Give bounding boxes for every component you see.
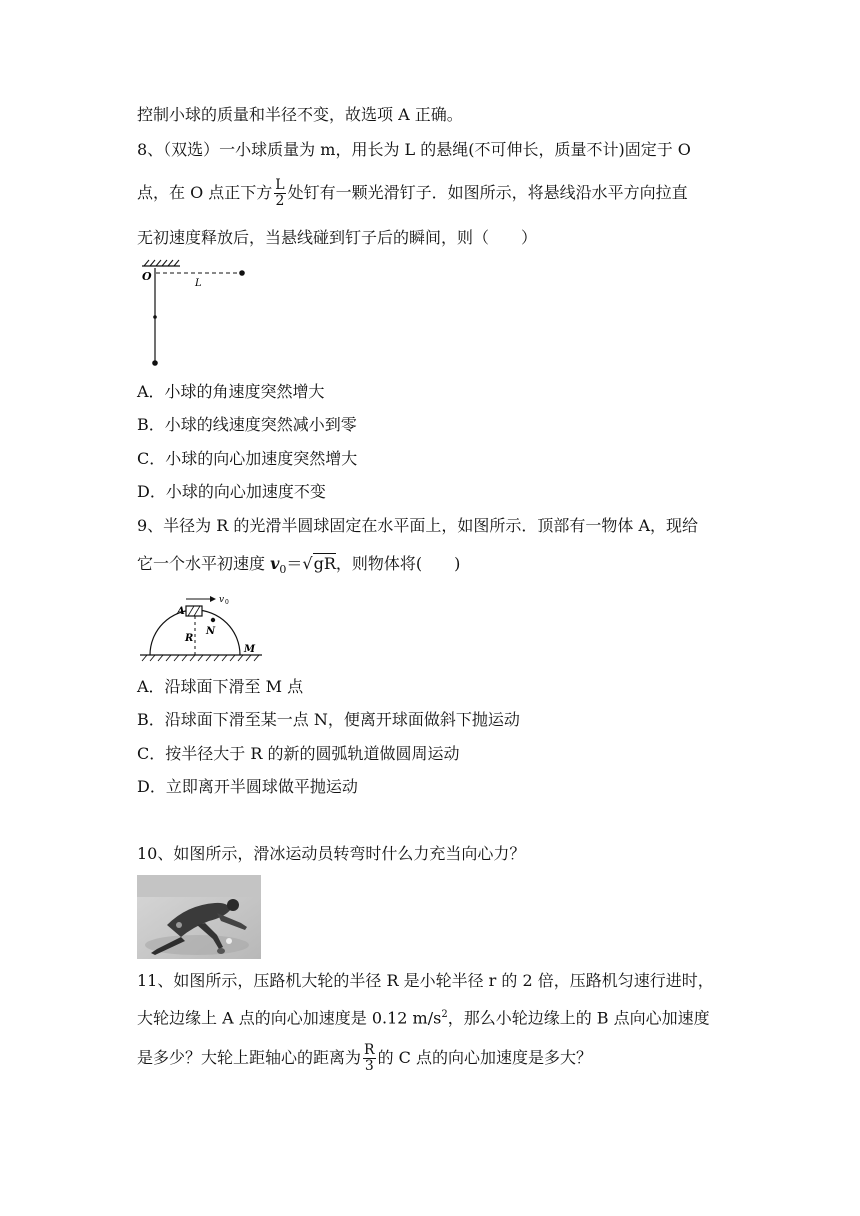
q10-stem: 10、如图所示，滑冰运动员转弯时什么力充当向心力？ — [137, 844, 526, 863]
q11-stem-line2-pre: 大轮边缘上 A 点的向心加速度是 0.12 m/s — [137, 1008, 442, 1028]
q9-v0-symbol: v — [270, 554, 280, 573]
q9-label-n: N — [206, 626, 216, 637]
q8-ball-start — [239, 270, 245, 276]
q8-option-c: C．小球的向心加速度突然增大 — [137, 449, 358, 468]
q9-v0-subscript: 0 — [279, 563, 287, 577]
q8-stem-line2-pre: 点，在 O 点正下方 — [137, 183, 273, 202]
q10-skater-head — [227, 899, 239, 911]
q8-option-b: B．小球的线速度突然减小到零 — [137, 415, 357, 434]
q9-block-a — [186, 606, 202, 616]
q8-fraction-l-over-2 — [274, 178, 285, 209]
q9-label-v: v — [219, 595, 225, 605]
q8-stem-line1: 8、（双选）一小球质量为 m，用长为 L 的悬绳(不可伸长，质量不计)固定于 O — [137, 140, 691, 159]
q8-stem-line2 — [137, 178, 688, 209]
q8-pendulum-figure — [138, 256, 258, 368]
q9-equals: ＝ — [286, 554, 303, 573]
q8-ball-bottom — [152, 360, 158, 366]
q9-ground-hatch — [142, 655, 259, 661]
q11-stem-line3-pre: 是多少？大轮上距轴心的距离为 — [137, 1048, 362, 1067]
q8-ceiling-hatch — [144, 260, 179, 266]
q8-label-o: O — [142, 270, 152, 283]
q10-skater-photo — [137, 875, 261, 959]
q8-option-d: D．小球的向心加速度不变 — [137, 482, 326, 501]
q9-stem-line1: 9、半径为 R 的光滑半圆球固定在水平面上，如图所示．顶部有一物体 A，现给 — [137, 516, 699, 535]
q11-stem-line2-post: ，那么小轮边缘上的 B 点向心加速度 — [447, 1008, 710, 1028]
q9-stem-line2-post: ，则物体将( ) — [335, 554, 461, 573]
q9-option-d: D．立即离开半圆球做平抛运动 — [137, 777, 358, 796]
q11-stem-line3 — [137, 1043, 592, 1074]
q9-label-v-sub: 0 — [225, 599, 229, 606]
q10-photo-rink-wall — [137, 875, 261, 897]
q11-superscript: 2 — [441, 1009, 448, 1020]
q10-marker-cone — [226, 938, 232, 944]
arrow-right-icon — [210, 596, 216, 602]
q8-stem-line2-post: 处钉有一颗光滑钉子．如图所示，将悬线沿水平方向拉直 — [287, 183, 688, 202]
q10-skater-patch — [176, 922, 182, 928]
sqrt-icon: √ — [302, 554, 313, 573]
q8-nail — [153, 315, 157, 319]
q8-fraction-denominator: 2 — [275, 193, 285, 209]
q9-option-b: B．沿球面下滑至某一点 N，便离开球面做斜下抛运动 — [137, 710, 520, 729]
q9-stem-line2 — [137, 553, 460, 581]
q9-option-c: C．按半径大于 R 的新的圆弧轨道做圆周运动 — [137, 744, 460, 763]
q11-stem-line2 — [137, 1004, 710, 1029]
q8-fraction-numerator: L — [275, 177, 285, 193]
q8-label-l: L — [195, 278, 202, 289]
q11-stem-line3-post: 的 C 点的向心加速度是多大？ — [377, 1048, 592, 1067]
q9-sqrt-content: gR — [313, 554, 336, 573]
q9-hemisphere-figure — [138, 592, 268, 664]
q8-option-a: A．小球的角速度突然增大 — [137, 382, 325, 401]
q8-stem-line3: 无初速度释放后，当悬线碰到钉子后的瞬间，则（ ） — [137, 228, 538, 247]
q11-fraction-r-over-3 — [363, 1043, 376, 1074]
q10-skate-blade — [217, 948, 225, 954]
q11-stem-line1: 11、如图所示，压路机大轮的半径 R 是小轮半径 r 的 2 倍，压路机匀速行进时， — [137, 971, 714, 990]
q9-option-a: A．沿球面下滑至 M 点 — [137, 677, 304, 696]
previous-answer-text: 控制小球的质量和半径不变，故选项 A 正确。 — [137, 105, 463, 124]
q9-label-a: A — [177, 606, 185, 617]
q9-stem-line2-pre: 它一个水平初速度 — [137, 554, 271, 573]
q11-fraction-numerator: R — [364, 1042, 375, 1058]
q11-fraction-denominator: 3 — [364, 1058, 374, 1074]
q9-label-r: R — [185, 633, 194, 644]
q9-label-m: M — [244, 644, 256, 655]
q9-point-n — [211, 618, 215, 622]
